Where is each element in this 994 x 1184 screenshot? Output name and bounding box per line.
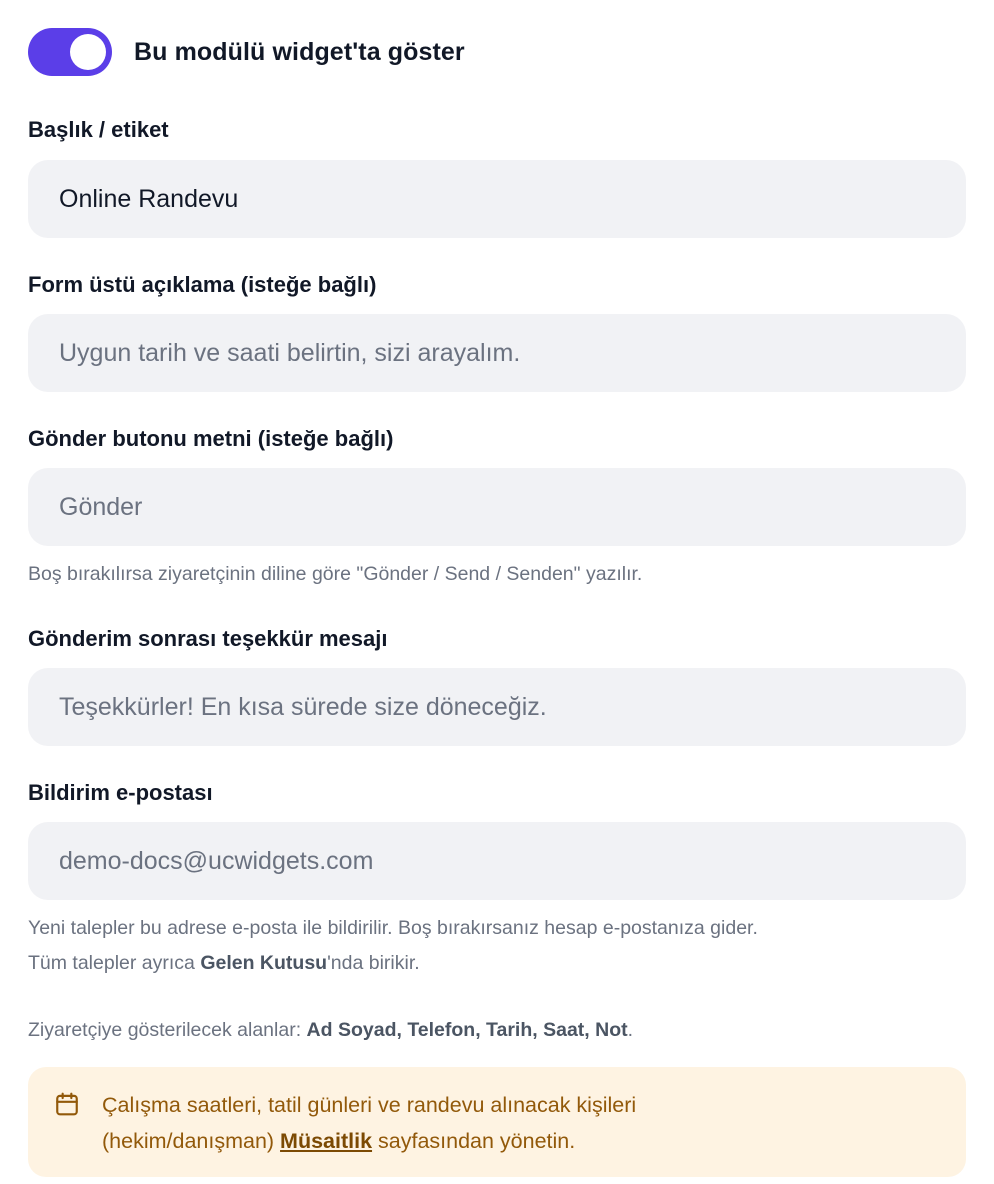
notice-line2 — [102, 1123, 636, 1159]
widget-visibility-toggle[interactable] — [28, 28, 112, 76]
submit-text-input[interactable] — [28, 468, 966, 546]
email-hint — [28, 911, 758, 981]
toggle-knob — [70, 34, 106, 70]
email-hint-suffix: 'nda birikir. — [327, 952, 420, 974]
inbox-reference: Gelen Kutusu — [200, 952, 328, 974]
visible-fields-info — [28, 1013, 633, 1048]
submit-text-hint: Boş bırakılırsa ziyaretçinin diline göre "Gönder / Send / Senden" yazılır. — [28, 563, 643, 585]
title-label: Başlık / etiket — [28, 117, 169, 142]
visible-fields-prefix: Ziyaretçiye gösterilecek alanlar: — [28, 1019, 307, 1041]
availability-link[interactable]: Müsaitlik — [280, 1129, 373, 1153]
description-input[interactable] — [28, 314, 966, 392]
email-hint-line1: Yeni talepler bu adrese e-posta ile bildirilir. Boş bırakırsanız hesap e-postanıza gider. — [28, 917, 758, 939]
visible-fields-suffix: . — [627, 1019, 634, 1041]
title-input[interactable] — [28, 160, 966, 238]
widget-visibility-row — [28, 28, 465, 76]
notice-line1: Çalışma saatleri, tatil günleri ve randevu alınacak kişileri — [102, 1093, 637, 1117]
description-label: Form üstü açıklama (isteğe bağlı) — [28, 272, 377, 297]
widget-visibility-label: Bu modülü widget'ta göster — [134, 37, 465, 66]
email-label: Bildirim e-postası — [28, 780, 213, 805]
email-input[interactable] — [28, 822, 966, 900]
availability-notice — [28, 1067, 966, 1177]
thanks-label: Gönderim sonrası teşekkür mesajı — [28, 626, 388, 651]
email-hint-prefix: Tüm talepler ayrıca — [28, 952, 201, 974]
calendar-icon — [54, 1091, 80, 1117]
submit-text-label: Gönder butonu metni (isteğe bağlı) — [28, 426, 394, 451]
notice-line2-suffix: sayfasından yönetin. — [372, 1129, 576, 1153]
notice-line2-prefix: (hekim/danışman) — [102, 1129, 281, 1153]
visible-fields-list: Ad Soyad, Telefon, Tarih, Saat, Not — [306, 1019, 628, 1041]
availability-notice-text — [102, 1087, 636, 1159]
email-hint-line2 — [28, 946, 758, 981]
thanks-input[interactable] — [28, 668, 966, 746]
